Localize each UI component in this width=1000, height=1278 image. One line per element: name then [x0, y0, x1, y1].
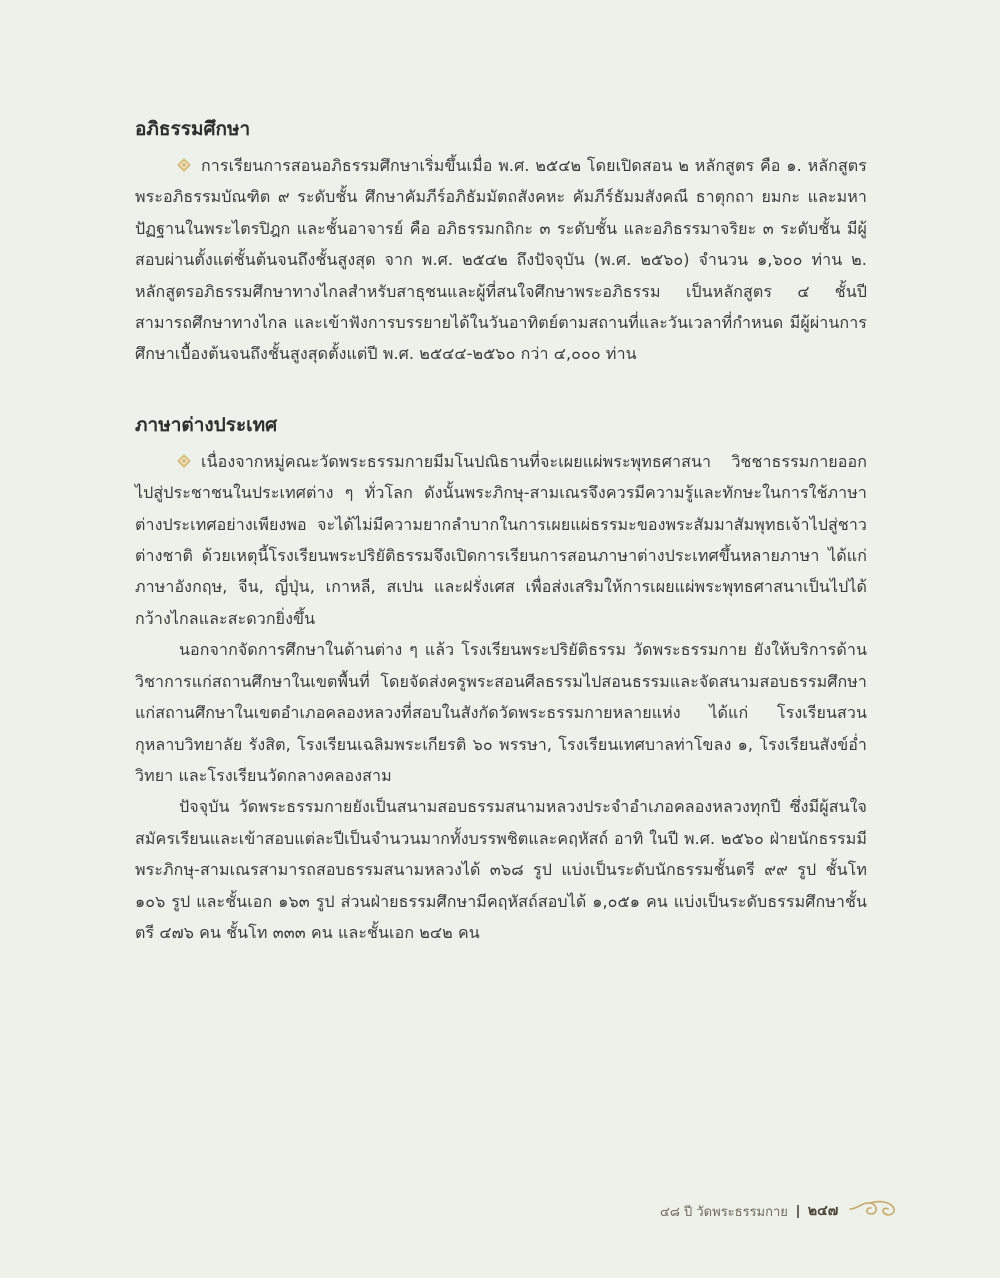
- paragraph-text: เนื่องจากหมู่คณะวัดพระธรรมกายมีมโนปณิธานที่จะเผยแผ่พระพุทธศาสนา วิชชาธรรมกายออกไปสู่ประชาชนในประเทศต่าง ๆ ทั่วโลก ดังนั้นพระภิกษุ-สามเณรจึงควรมีความรู้และทักษะในการใช้ภาษาต่างประเทศอย่างเพียงพอ จะได้ไม่มีความยากลำบากในการเผยแผ่ธรรมะของพระสัมมาสัมพุทธเจ้าไปสู่ชาวต่างชาติ ด้วยเหตุนี้โรงเรียนพระปริยัติธรรมจึงเปิดการเรียนการสอนภาษาต่างประเทศขึ้นหลายภาษา ได้แก่ ภาษาอังกฤษ, จีน, ญี่ปุ่น, เกาหลี, สเปน และฝรั่งเศส เพื่อส่งเสริมให้การเผยแผ่พระพุทธศาสนาเป็นไปได้กว้างไกลและสะดวกยิ่งขึ้น: [135, 451, 867, 628]
- page-footer: [660, 1196, 896, 1226]
- footer-book-title: ๔๘ ปี วัดพระธรรมกาย: [660, 1204, 788, 1220]
- section-paragraph: [135, 446, 867, 634]
- footer-divider: [797, 1205, 799, 1218]
- swirl-ornament-icon: [848, 1198, 896, 1224]
- section-paragraph: นอกจากจัดการศึกษาในด้านต่าง ๆ แล้ว โรงเรียนพระปริยัติธรรม วัดพระธรรมกาย ยังให้บริการด้านวิชาการแก่สถานศึกษาในเขตพื้นที่ โดยจัดส่งครูพระสอนศีลธรรมไปสอนธรรมและจัดสนามสอบธรรมศึกษาแก่สถานศึกษาในเขตอำเภอคลองหลวงที่สอบในสังกัดวัดพระธรรมกายหลายแห่ง ได้แก่ โรงเรียนสวนกุหลาบวิทยาลัย รังสิต, โรงเรียนเฉลิมพระเกียรติ ๖๐ พรรษา, โรงเรียนเทศบาลท่าโขลง ๑, โรงเรียนสังข์อ่ำวิทยา และโรงเรียนวัดกลางคลองสาม: [135, 640, 867, 785]
- diamond-ornament-icon: [177, 454, 191, 468]
- section-paragraph: [135, 150, 867, 370]
- page-content: [135, 112, 867, 986]
- section-paragraph: ปัจจุบัน วัดพระธรรมกายยังเป็นสนามสอบธรรมสนามหลวงประจำอำเภอคลองหลวงทุกปี ซึ่งมีผู้สนใจสมัครเรียนและเข้าสอบแต่ละปีเป็นจำนวนมากทั้งบรรพชิตและคฤหัสถ์ อาทิ ในปี พ.ศ. ๒๕๖๐ ฝ่ายนักธรรมมีพระภิกษุ-สามเณรสามารถสอบธรรมสนามหลวงได้ ๓๖๘ รูป แบ่งเป็นระดับนักธรรมชั้นตรี ๙๙ รูป ชั้นโท ๑๐๖ รูป และชั้นเอก ๑๖๓ รูป ส่วนฝ่ายธรรมศึกษามีคฤหัสถ์สอบได้ ๑,๐๕๑ คน แบ่งเป็นระดับธรรมศึกษาชั้นตรี ๔๗๖ คน ชั้นโท ๓๓๓ คน และชั้นเอก ๒๔๒ คน: [135, 797, 867, 942]
- section-abhidhamma: [135, 112, 867, 370]
- section-title: ภาษาต่างประเทศ: [135, 413, 278, 436]
- paragraph-text: การเรียนการสอนอภิธรรมศึกษาเริ่มขึ้นเมื่อ พ.ศ. ๒๕๔๒ โดยเปิดสอน ๒ หลักสูตร คือ ๑. หลักสูตรพระอภิธรรมบัณฑิต ๙ ระดับชั้น ศึกษาคัมภีร์อภิธัมมัตถสังคหะ คัมภีร์ธัมมสังคณี ธาตุกถา ยมกะ และมหาปัฏฐานในพระไตรปิฎก และชั้นอาจารย์ คือ อภิธรรมกถิกะ ๓ ระดับชั้น และอภิธรรมาจริยะ ๓ ระดับชั้น มีผู้สอบผ่านตั้งแต่ชั้นต้นจนถึงชั้นสูงสุด จาก พ.ศ. ๒๕๔๒ ถึงปัจจุบัน (พ.ศ. ๒๕๖๐) จำนวน ๑,๖๐๐ ท่าน ๒. หลักสูตรอภิธรรมศึกษาทางไกลสำหรับสาธุชนและผู้ที่สนใจศึกษาพระอภิธรรม เป็นหลักสูตร ๔ ชั้นปี สามารถศึกษาทางไกล และเข้าฟังการบรรยายได้ในวันอาทิตย์ตามสถานที่และวันเวลาที่กำหนด มีผู้ผ่านการศึกษาเบื้องต้นจนถึงชั้นสูงสุดตั้งแต่ปี พ.ศ. ๒๕๔๔-๒๕๖๐ กว่า ๔,๐๐๐ ท่าน: [135, 156, 867, 364]
- diamond-ornament-icon: [177, 158, 191, 172]
- section-foreign-languages: [135, 408, 867, 949]
- page-number: ๒๔๗: [807, 1203, 839, 1219]
- section-title: อภิธรรมศึกษา: [135, 118, 251, 140]
